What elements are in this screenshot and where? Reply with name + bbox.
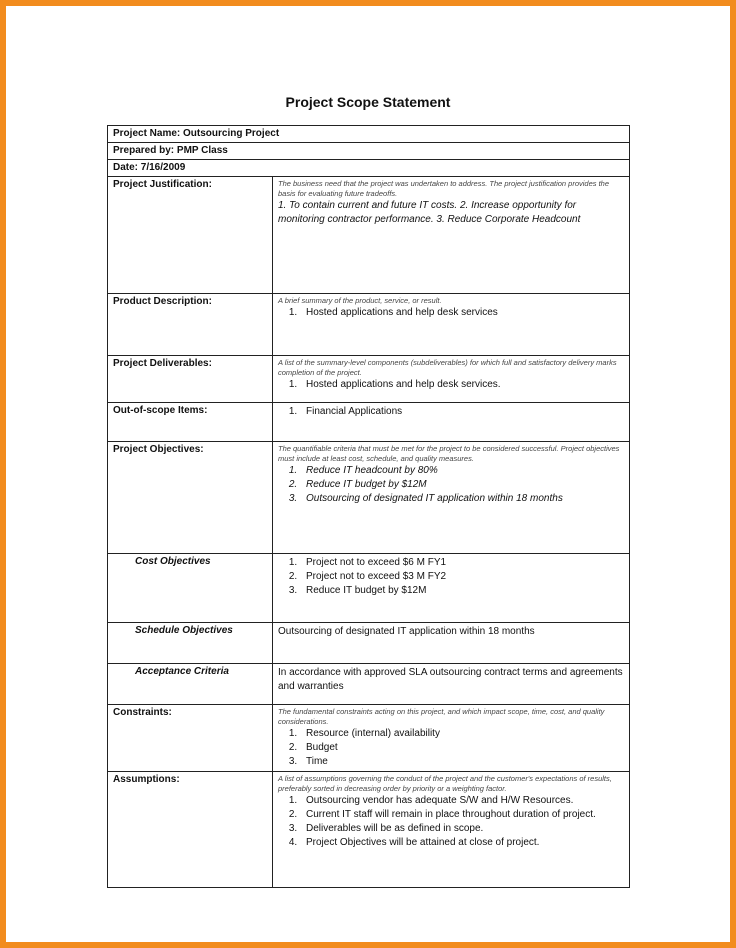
deliverables-value [273,356,630,403]
assumptions-desc: A list of assumptions governing the conduct of the project and the customer's expectations of results, preferably sorted in decreasing order by priority or a weighting factor. [278,774,612,793]
product-label: Product Description: [108,294,273,356]
row-deliverables [108,356,630,403]
schedule-objectives-label: Schedule Objectives [108,623,273,664]
list-item: 2. Current IT staff will remain in place throughout duration of project. [300,808,624,822]
row-out-of-scope [108,403,630,442]
list-item: 1. Hosted applications and help desk services. [300,378,624,392]
prepared-by: Prepared by: PMP Class [108,143,630,160]
list-item: 3. Time [300,755,624,769]
justification-label: Project Justification: [108,177,273,294]
justification-text: 1. To contain current and future IT costs. 2. Increase opportunity for monitoring contractor performance. 3. Reduce Corporate Headcount [278,200,581,225]
justification-value [273,177,630,294]
list-item: 1. Resource (internal) availability [300,727,624,741]
row-product [108,294,630,356]
assumptions-value [273,772,630,888]
list-item: 1. Project not to exceed $6 M FY1 [300,556,624,570]
cost-objectives-value [273,554,630,623]
date: Date: 7/16/2009 [108,160,630,177]
list-item: 3. Reduce IT budget by $12M [300,584,624,598]
list-item: 2. Reduce IT budget by $12M [300,478,624,492]
list-item: 1. Outsourcing vendor has adequate S/W and H/W Resources. [300,794,624,808]
cost-objectives-list [278,556,624,598]
row-schedule-objectives [108,623,630,664]
row-objectives [108,442,630,554]
row-date [108,160,630,177]
row-assumptions [108,772,630,888]
project-name: Project Name: Outsourcing Project [108,126,630,143]
constraints-desc: The fundamental constraints acting on this project, and which impact scope, time, cost, and quality considerations. [278,707,605,726]
schedule-objectives-value [273,623,630,664]
out-of-scope-label: Out-of-scope Items: [108,403,273,442]
objectives-value [273,442,630,554]
constraints-list [278,727,624,769]
row-justification [108,177,630,294]
objectives-label: Project Objectives: [108,442,273,554]
deliverables-list [278,378,624,392]
assumptions-label: Assumptions: [108,772,273,888]
scope-table [107,125,630,888]
acceptance-criteria-label: Acceptance Criteria [108,664,273,705]
list-item: 1. Reduce IT headcount by 80% [300,464,624,478]
list-item: 3. Outsourcing of designated IT application within 18 months [300,492,624,506]
deliverables-desc: A list of the summary-level components (subdeliverables) for which full and satisfactory delivery marks completion of the project. [278,358,617,377]
cost-objectives-label: Cost Objectives [108,554,273,623]
list-item: 4. Project Objectives will be attained at close of project. [300,836,624,850]
row-constraints [108,705,630,772]
row-cost-objectives [108,554,630,623]
product-list [278,306,624,320]
list-item: 2. Budget [300,741,624,755]
product-desc: A brief summary of the product, service, or result. [278,296,442,305]
row-prepared-by [108,143,630,160]
page-title: Project Scope Statement [285,94,451,110]
out-of-scope-list [278,405,624,419]
acceptance-criteria-text: In accordance with approved SLA outsourcing contract terms and agreements and warranties [278,667,623,692]
assumptions-list [278,794,624,850]
justification-desc: The business need that the project was undertaken to address. The project justification provides the basis for evaluating future tradeoffs. [278,179,610,198]
schedule-objectives-text: Outsourcing of designated IT application within 18 months [278,626,535,637]
list-item: 1. Financial Applications [300,405,624,419]
row-project-name [108,126,630,143]
deliverables-label: Project Deliverables: [108,356,273,403]
product-value [273,294,630,356]
out-of-scope-value [273,403,630,442]
constraints-label: Constraints: [108,705,273,772]
list-item: 2. Project not to exceed $3 M FY2 [300,570,624,584]
list-item: 1. Hosted applications and help desk services [300,306,624,320]
acceptance-criteria-value [273,664,630,705]
document-page [6,6,730,942]
objectives-list [278,464,624,506]
list-item: 3. Deliverables will be as defined in scope. [300,822,624,836]
row-acceptance-criteria [108,664,630,705]
constraints-value [273,705,630,772]
objectives-desc: The quantifiable criteria that must be met for the project to be considered successful. Project objectives must include at least cost, schedule, and quality measures. [278,444,620,463]
